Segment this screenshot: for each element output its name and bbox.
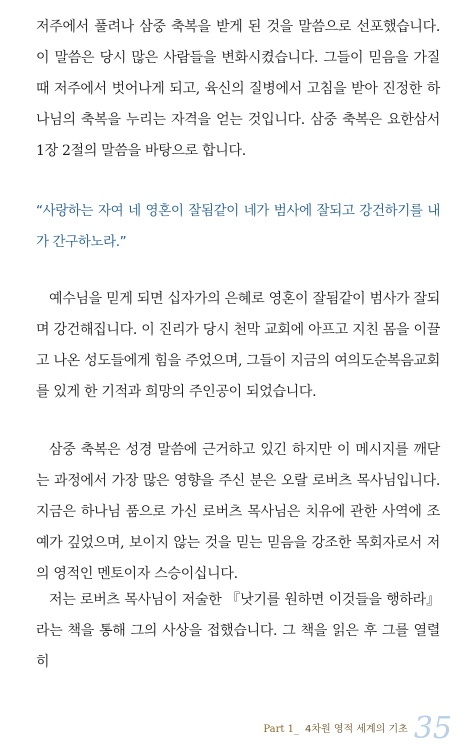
body-paragraph-1: 저주에서 풀려나 삼중 축복을 받게 된 것을 말씀으로 선포했습니다. 이 말씀은 당시 많은 사람들을 변화시켰습니다. 그들이 믿음을 가질 때 저주에서 벗어나게 되고, 육신의 질병에서 고침을 받아 진정한 하나님의 축복을 누리는 자격을 얻는 것입니다. 삼중 축복은 요한삼서 1장 2절의 말씀을 바탕으로 합니다. [36, 19, 440, 159]
footer-chapter-title: 4차원 영적 세계의 기초 [304, 724, 408, 735]
body-paragraph-3: 삼중 축복은 성경 말씀에 근거하고 있긴 하지만 이 메시지를 깨닫는 과정에서 가장 많은 영향을 주신 분은 오랄 로버츠 목사님입니다. 지금은 하나님 품으로 가신 로버츠 목사님은 치유에 관한 사역에 조예가 깊었으며, 보이지 않는 것을 믿는 믿음을 강조한 목회자로서 저의 영적인 멘토이자 스승이십니다. [36, 442, 440, 582]
scripture-quote: “사랑하는 자여 네 영혼이 잘됨같이 네가 범사에 잘되고 강건하기를 내가 간구하노라.” [36, 203, 440, 250]
body-paragraph-4: 저는 로버츠 목사님이 저술한 『낫기를 원하면 이것들을 행하라』라는 책을 통해 그의 사상을 접했습니다. 그 책을 읽은 후 그를 열렬히 [36, 592, 440, 670]
page-footer [263, 704, 452, 744]
page-number: 35 [413, 711, 452, 746]
footer-part-label: Part 1_ [263, 724, 299, 735]
body-paragraph-2: 예수님을 믿게 되면 십자가의 은혜로 영혼이 잘됨같이 범사가 잘되며 강건해집니다. 이 진리가 당시 천막 교회에 아프고 지친 몸을 이끌고 나온 성도들에게 힘을 주었으며, 그들이 지금의 여의도순복음교회를 있게 한 기적과 희망의 주인공이 되었습니다. [36, 291, 440, 400]
